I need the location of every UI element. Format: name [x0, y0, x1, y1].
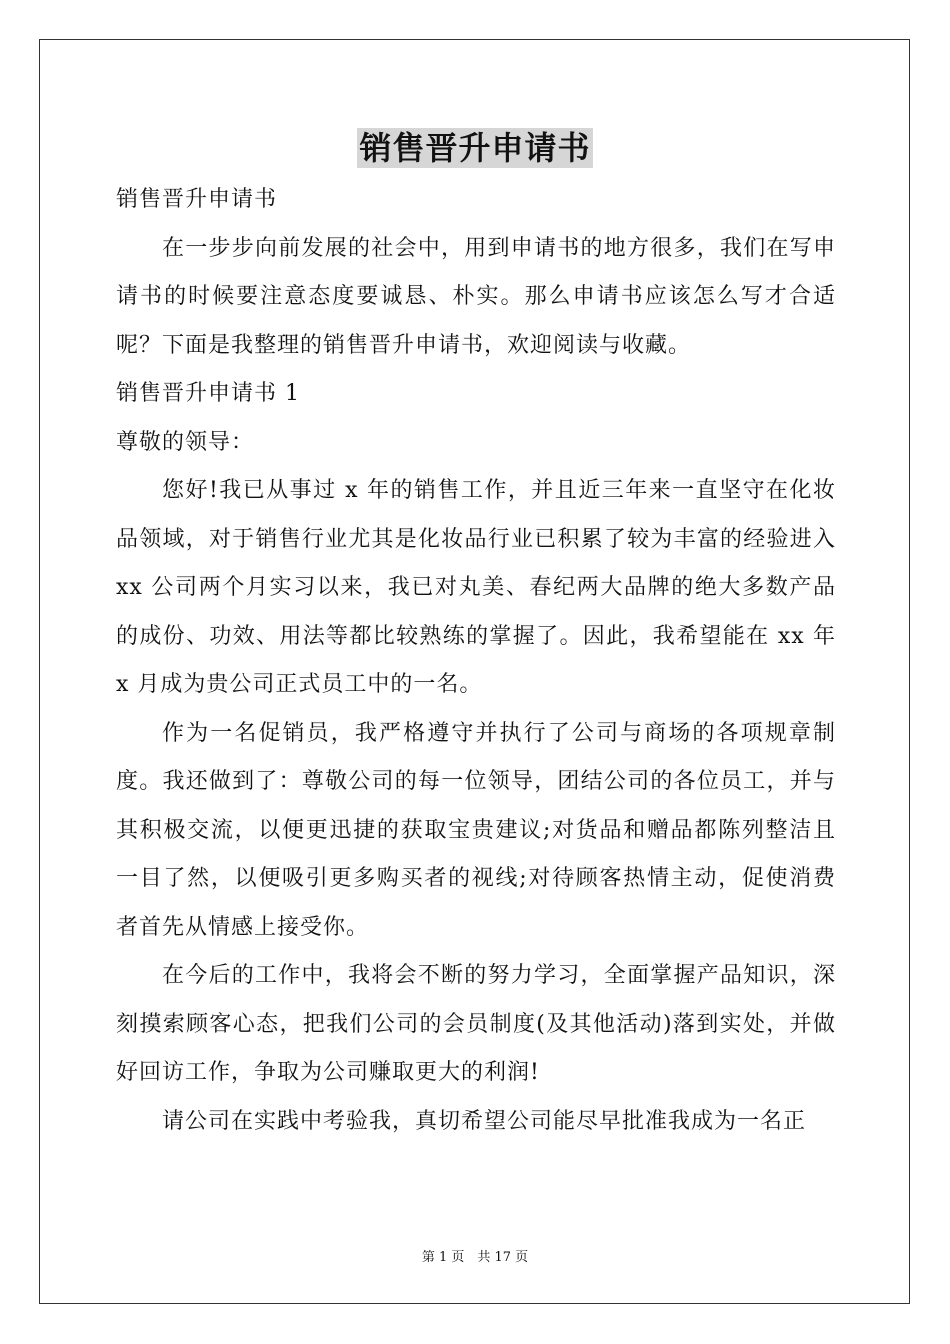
- document-title-text: 销售晋升申请书: [359, 129, 591, 167]
- body-paragraph: 您好!我已从事过 x 年的销售工作，并且近三年来一直坚守在化妆品领域，对于销售行业尤其是化妆品行业已积累了较为丰富的经验进入 xx 公司两个月实习以来，我已对丸美、春纪两大品牌的绝大多数产品的成份、功效、用法等都比较熟练的掌握了。因此，我希望能在 xx 年 x 月成为贵公司正式员工中的一名。: [116, 478, 836, 697]
- body-paragraph: 请公司在实践中考验我，真切希望公司能尽早批准我成为一名正: [162, 1108, 807, 1134]
- document-title: [0, 128, 950, 168]
- document-body: [116, 176, 836, 1146]
- section-heading: 销售晋升申请书 1: [116, 381, 300, 406]
- heading-line: 销售晋升申请书: [116, 187, 278, 212]
- page-number: 第 1 页 共 17 页: [421, 1250, 529, 1265]
- salutation: 尊敬的领导：: [116, 429, 255, 455]
- intro-paragraph: 在一步步向前发展的社会中，用到申请书的地方很多，我们在写申请书的时候要注意态度要诚恳、朴实。那么申请书应该怎么写才合适呢？下面是我整理的销售晋升申请书，欢迎阅读与收藏。: [116, 235, 836, 358]
- body-paragraph: 在今后的工作中，我将会不断的努力学习，全面掌握产品知识，深刻摸索顾客心态，把我们公司的会员制度(及其他活动)落到实处，并做好回访工作，争取为公司赚取更大的利润!: [116, 963, 836, 1085]
- body-paragraph: 作为一名促销员，我严格遵守并执行了公司与商场的各项规章制度。我还做到了：尊敬公司的每一位领导，团结公司的各位员工，并与其积极交流，以便更迅捷的获取宝贵建议;对货品和赠品都陈列整洁且一目了然，以便吸引更多购买者的视线;对待顾客热情主动，促使消费者首先从情感上接受你。: [116, 720, 836, 940]
